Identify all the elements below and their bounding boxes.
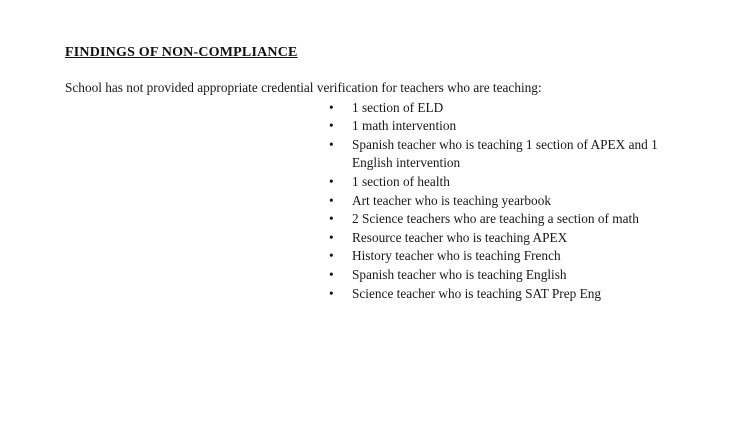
bullet-icon: •	[329, 285, 334, 301]
document-content	[65, 44, 683, 303]
list-item-text: 1 math intervention	[352, 118, 457, 134]
bullet-icon: •	[329, 266, 334, 282]
list-item-text: Art teacher who is teaching yearbook	[352, 192, 552, 208]
list-item	[65, 210, 683, 229]
list-item-text: 1 section of health	[352, 173, 450, 189]
bullet-icon: •	[329, 229, 334, 245]
intro-text: School has not provided appropriate credential verification for teachers who are teaching:	[65, 80, 542, 95]
list-item	[65, 266, 683, 285]
list-item-text: Science teacher who is teaching SAT Prep Eng	[352, 285, 601, 301]
section-heading: FINDINGS OF NON-COMPLIANCE	[65, 45, 298, 60]
bullet-icon: •	[329, 173, 334, 189]
list-item-text: Spanish teacher who is teaching 1 section of APEX and 1 English intervention	[352, 136, 658, 171]
bullet-icon: •	[329, 99, 334, 115]
bullet-icon: •	[329, 136, 334, 152]
list-item	[65, 247, 683, 266]
bullet-icon: •	[329, 211, 334, 227]
list-item	[65, 99, 683, 118]
non-compliance-list	[65, 99, 683, 304]
list-item	[65, 229, 683, 248]
bullet-icon: •	[329, 118, 334, 134]
list-item	[65, 117, 683, 136]
list-item-text: 2 Science teachers who are teaching a section of math	[352, 211, 639, 227]
list-item-text: Spanish teacher who is teaching English	[352, 266, 567, 282]
list-item-text: History teacher who is teaching French	[352, 248, 561, 264]
list-item-text: Resource teacher who is teaching APEX	[352, 229, 568, 245]
list-item	[65, 173, 683, 192]
bullet-icon: •	[329, 248, 334, 264]
bullet-icon: •	[329, 192, 334, 208]
list-item	[65, 285, 683, 304]
list-item	[65, 136, 683, 173]
list-item	[65, 192, 683, 211]
list-item-text: 1 section of ELD	[352, 99, 444, 115]
